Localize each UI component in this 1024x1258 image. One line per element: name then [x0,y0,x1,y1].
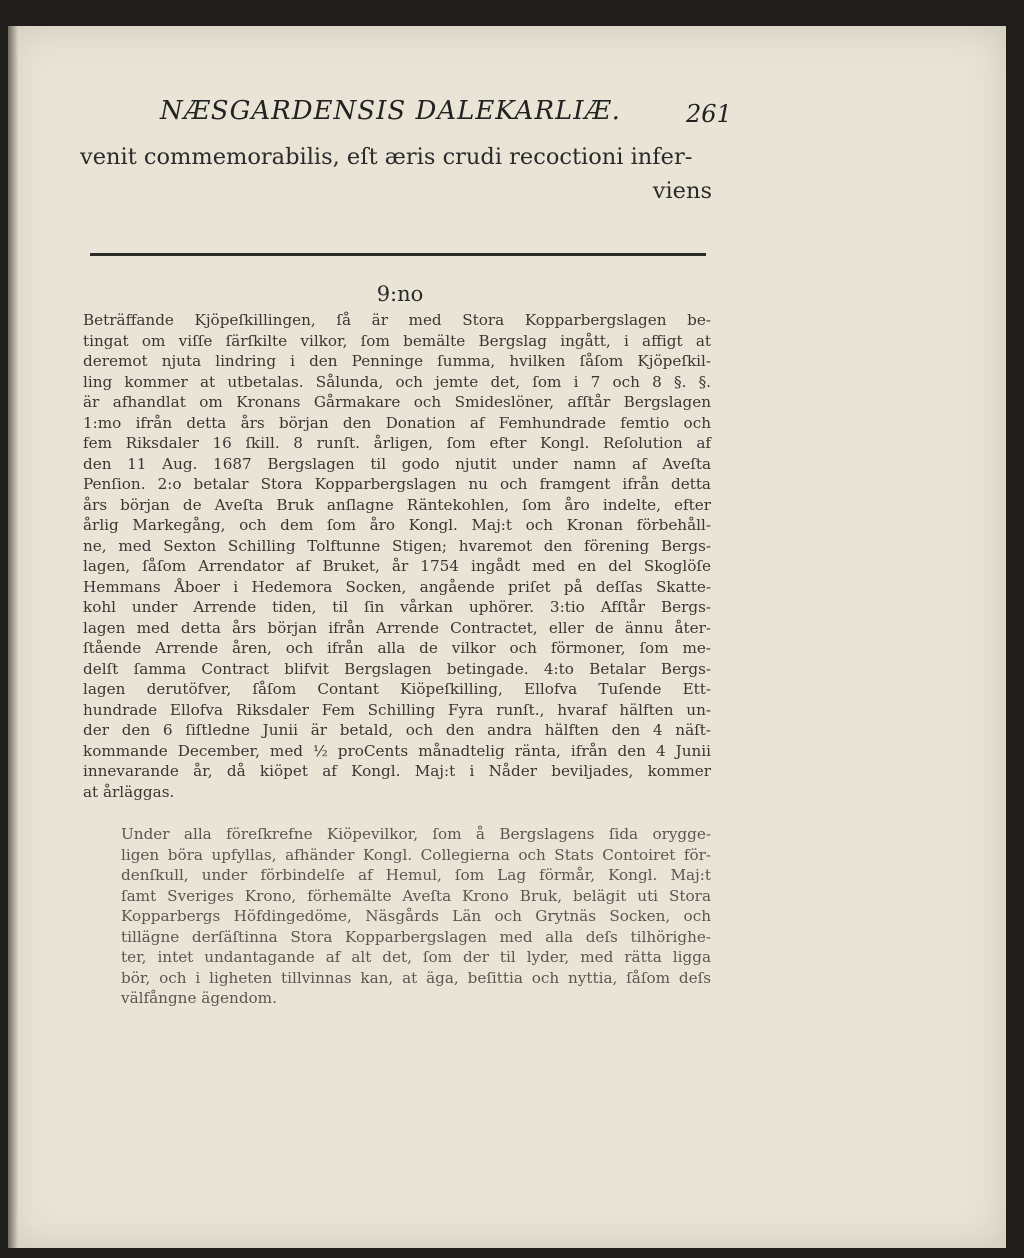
paragraph-1-line: at årläggas. [83,782,175,801]
body-text [83,310,711,1009]
paragraph-2-line: ter, intet undantagande af alt det, ſom der til lyder, med rätta ligga [121,948,711,966]
paragraph-1-line: års början de Aveſta Bruk anſlagne Räntekohlen, ſom åro indelte, efter [83,495,711,514]
paragraph-1-line: ne, med Sexton Schilling Tolftunne Stigen; hvaremot den förening Bergs- [83,536,711,555]
paragraph-2-line: bör, och i ligheten tillvinnas kan, at äga, beſittia och nyttia, ſåſom deſs [121,968,711,987]
paragraph-1-line: delſt ſamma Contract blifvit Bergslagen betingade. 4:to Betalar Bergs- [83,659,711,678]
paragraph-1-line: 1:mo ifrån detta års början den Donation af Femhundrade femtio och [83,413,711,432]
paragraph-1 [83,310,711,802]
paragraph-2-line: denſkull, under förbindelſe af Hemul, ſom Lag förmår, Kongl. Maj:t [121,866,711,884]
paragraph-2 [83,824,711,1009]
paragraph-1-line: tingat om viſſe ſärſkilte vilkor, ſom bemälte Bergslag ingått, i affigt at [83,331,711,350]
running-head: NÆSGARDENSIS DALEKARLIÆ. [160,96,621,126]
paragraph-1-line: Hemmans Åboer i Hedemora Socken, angående priſet på deſſas Skatte- [83,577,711,596]
paragraph-1-line: innevarande år, då kiöpet af Kongl. Maj:t i Nåder beviljades, kommer [83,762,711,780]
page-number: 261 [686,100,732,128]
paragraph-2-line: ligen böra upfyllas, afhänder Kongl. Collegierna och Stats Contoiret för- [121,845,711,864]
intro-line-1: venit commemorabilis, eſt æris crudi recoctioni infer- [80,144,693,170]
paragraph-1-line: lagen, ſåſom Arrendator af Bruket, år 1754 ingådt med en del Skoglöſe [83,557,711,575]
paragraph-2-line: välfångne ägendom. [121,989,277,1007]
paragraph-1-line: årlig Markegång, och dem ſom åro Kongl. Maj:t och Kronan förbehåll- [83,516,711,534]
paragraph-1-line: deremot njuta lindring i den Penninge ſumma, hvilken ſåſom Kjöpeſkil- [83,352,711,370]
paragraph-1-line: är afhandlat om Kronans Gårmakare och Smideslöner, afſtår Bergslagen [83,393,711,411]
paragraph-1-line: der den 6 ſiſtledne Junii är betald, och den andra hälften den 4 näſt- [83,721,711,739]
paragraph-1-line: den 11 Aug. 1687 Bergslagen til godo njutit under namn af Aveſta [83,454,711,473]
paragraph-2-line: Kopparbergs Höfdingedöme, Näsgårds Län och Grytnäs Socken, och [121,907,711,925]
paragraph-2-line: ſamt Sveriges Krono, förhemälte Aveſta Krono Bruk, belägit uti Stora [121,886,711,905]
intro-line-2: viens [652,178,712,204]
paragraph-1-line: fem Riksdaler 16 ſkill. 8 runſt. årligen, ſom efter Kongl. Reſolution af [83,434,711,452]
paragraph-1-line: Penſion. 2:o betalar Stora Kopparbergslagen nu och framgent ifrån detta [83,475,711,493]
section-heading: 9:no [376,282,424,306]
paragraph-1-line: ſtående Arrende åren, och ifrån alla de vilkor och förmoner, ſom me- [83,639,711,657]
paragraph-1-line: hundrade Ellofva Riksdaler Fem Schilling Fyra runſt., hvaraf hälften un- [83,700,711,719]
paragraph-1-line: kohl under Arrende tiden, til ſin vårkan uphörer. 3:tio Afſtår Bergs- [83,598,711,616]
paragraph-1-line: Beträffande Kjöpeſkillingen, ſå är med Stora Kopparbergslagen be- [83,311,711,329]
paragraph-2-line: Under alla föreſkrefne Kiöpevilkor, ſom å Bergslagens ſida orygge- [121,825,711,843]
paragraph-1-line: ling kommer at utbetalas. Sålunda, och jemte det, ſom i 7 och 8 §. §. [83,372,711,391]
paragraph-1-line: lagen derutöfver, ſåſom Contant Kiöpeſkilling, Ellofva Tuſende Ett- [83,680,711,698]
paragraph-1-line: lagen med detta års början ifrån Arrende Contractet, eller de ännu åter- [83,618,711,637]
paragraph-1-line: kommande December, med ½ proCents månadtelig ränta, ifrån den 4 Junii [83,741,711,760]
page-spine-shadow [8,26,18,1248]
paragraph-2-line: tillägne derſäſtinna Stora Kopparbergslagen med alla deſs tilhörighe- [121,927,711,946]
intro-text [80,140,712,208]
section-divider-rule [90,253,706,256]
